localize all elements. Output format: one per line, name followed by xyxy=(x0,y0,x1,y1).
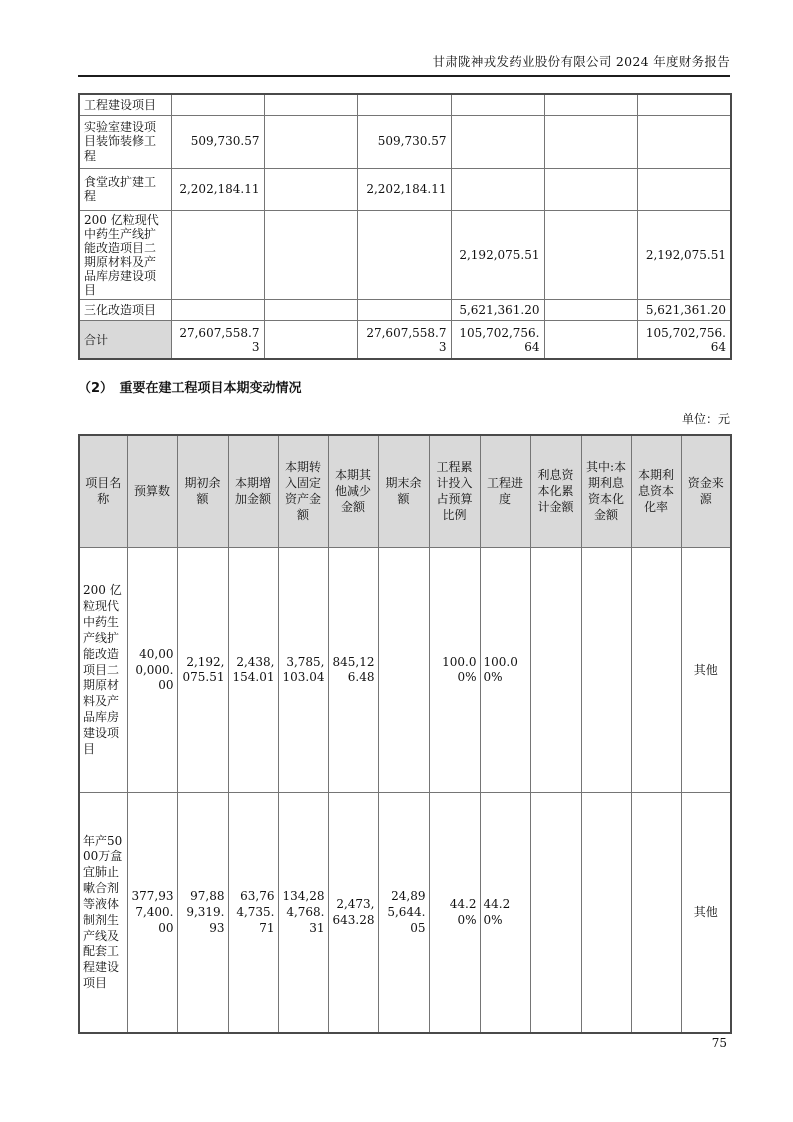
total-row xyxy=(79,321,731,359)
value-cell xyxy=(264,115,357,168)
fund-source-cell: 其他 xyxy=(681,548,731,793)
value-cell xyxy=(264,300,357,321)
value-cell xyxy=(451,94,544,115)
value-cell xyxy=(378,548,429,793)
table-row xyxy=(79,793,731,1033)
value-cell xyxy=(264,94,357,115)
value-cell: 845,126.48 xyxy=(328,548,378,793)
value-cell xyxy=(637,168,731,210)
value-cell xyxy=(530,548,581,793)
project-name-cell: 年产5000万盒宜肺止嗽合剂等液体制剂生产线及配套工程建设项目 xyxy=(79,793,127,1033)
column-header: 期初余额 xyxy=(177,435,228,548)
unit-label: 单位：元 xyxy=(681,411,730,426)
column-header: 本期增加金额 xyxy=(228,435,278,548)
value-cell: 134,284,768.31 xyxy=(278,793,328,1033)
column-header: 本期转入固定资产金额 xyxy=(278,435,328,548)
progress-cell: 44.20% xyxy=(480,793,530,1033)
value-cell: 27,607,558.73 xyxy=(171,321,264,359)
column-header: 预算数 xyxy=(127,435,177,548)
column-header: 利息资本化累计金额 xyxy=(530,435,581,548)
table-row xyxy=(79,115,731,168)
budget-ratio-cell: 100.00% xyxy=(429,548,480,793)
page-content xyxy=(78,0,730,1034)
value-cell: 2,438,154.01 xyxy=(228,548,278,793)
value-cell: 105,702,756.64 xyxy=(637,321,731,359)
value-cell xyxy=(171,300,264,321)
table-row xyxy=(79,300,731,321)
project-name-cell: 工程建设项目 xyxy=(79,94,171,115)
value-cell xyxy=(631,793,681,1033)
value-cell xyxy=(544,210,637,300)
column-header: 资金来源 xyxy=(681,435,731,548)
table-row xyxy=(79,210,731,300)
column-header: 工程进度 xyxy=(480,435,530,548)
value-cell xyxy=(264,321,357,359)
value-cell xyxy=(544,300,637,321)
value-cell: 2,202,184.11 xyxy=(171,168,264,210)
value-cell: 3,785,103.04 xyxy=(278,548,328,793)
progress-cell: 100.00% xyxy=(480,548,530,793)
value-cell xyxy=(581,793,631,1033)
value-cell: 27,607,558.73 xyxy=(357,321,451,359)
value-cell: 2,192,075.51 xyxy=(451,210,544,300)
value-cell xyxy=(530,793,581,1033)
value-cell: 63,764,735.71 xyxy=(228,793,278,1033)
value-cell xyxy=(357,300,451,321)
value-cell xyxy=(544,94,637,115)
column-header: 项目名称 xyxy=(79,435,127,548)
value-cell xyxy=(171,210,264,300)
value-cell xyxy=(171,94,264,115)
value-cell xyxy=(544,115,637,168)
value-cell: 40,000,000.00 xyxy=(127,548,177,793)
project-name-cell: 200 亿粒现代中药生产线扩能改造项目二期原材料及产品库房建设项目 xyxy=(79,548,127,793)
project-name-cell: 合计 xyxy=(79,321,171,359)
value-cell: 2,192,075.51 xyxy=(637,210,731,300)
budget-ratio-cell: 44.20% xyxy=(429,793,480,1033)
project-name-cell: 三化改造项目 xyxy=(79,300,171,321)
value-cell xyxy=(357,94,451,115)
page-number: 75 xyxy=(711,1036,727,1050)
value-cell xyxy=(544,321,637,359)
value-cell xyxy=(451,115,544,168)
table-row xyxy=(79,94,731,115)
project-changes-table xyxy=(78,434,732,1034)
value-cell: 377,937,400.00 xyxy=(127,793,177,1033)
header-row xyxy=(79,435,731,548)
project-name-cell: 实验室建设项目装饰装修工程 xyxy=(79,115,171,168)
fund-source-cell: 其他 xyxy=(681,793,731,1033)
table-row xyxy=(79,168,731,210)
value-cell: 97,889,319.93 xyxy=(177,793,228,1033)
value-cell: 24,895,644.05 xyxy=(378,793,429,1033)
value-cell xyxy=(637,94,731,115)
value-cell xyxy=(264,210,357,300)
column-header: 本期其他减少金额 xyxy=(328,435,378,548)
report-title: 甘肃陇神戎发药业股份有限公司 2024 年度财务报告 xyxy=(432,54,730,69)
document-header xyxy=(78,0,730,70)
value-cell xyxy=(357,210,451,300)
section-heading: （2） 重要在建工程项目本期变动情况 xyxy=(78,380,302,396)
value-cell: 5,621,361.20 xyxy=(637,300,731,321)
column-header: 其中:本期利息资本化金额 xyxy=(581,435,631,548)
value-cell xyxy=(631,548,681,793)
value-cell xyxy=(637,115,731,168)
value-cell xyxy=(264,168,357,210)
column-header: 工程累计投入占预算比例 xyxy=(429,435,480,548)
value-cell: 105,702,756.64 xyxy=(451,321,544,359)
project-name-cell: 食堂改扩建工程 xyxy=(79,168,171,210)
value-cell xyxy=(544,168,637,210)
table-row xyxy=(79,548,731,793)
construction-projects-table xyxy=(78,93,732,360)
project-name-cell: 200 亿粒现代中药生产线扩能改造项目二期原材料及产品库房建设项目 xyxy=(79,210,171,300)
column-header: 期末余额 xyxy=(378,435,429,548)
value-cell: 509,730.57 xyxy=(171,115,264,168)
value-cell: 5,621,361.20 xyxy=(451,300,544,321)
value-cell: 2,202,184.11 xyxy=(357,168,451,210)
value-cell: 2,192,075.51 xyxy=(177,548,228,793)
value-cell xyxy=(581,548,631,793)
column-header: 本期利息资本化率 xyxy=(631,435,681,548)
value-cell: 2,473,643.28 xyxy=(328,793,378,1033)
value-cell: 509,730.57 xyxy=(357,115,451,168)
value-cell xyxy=(451,168,544,210)
header-divider xyxy=(78,75,730,77)
